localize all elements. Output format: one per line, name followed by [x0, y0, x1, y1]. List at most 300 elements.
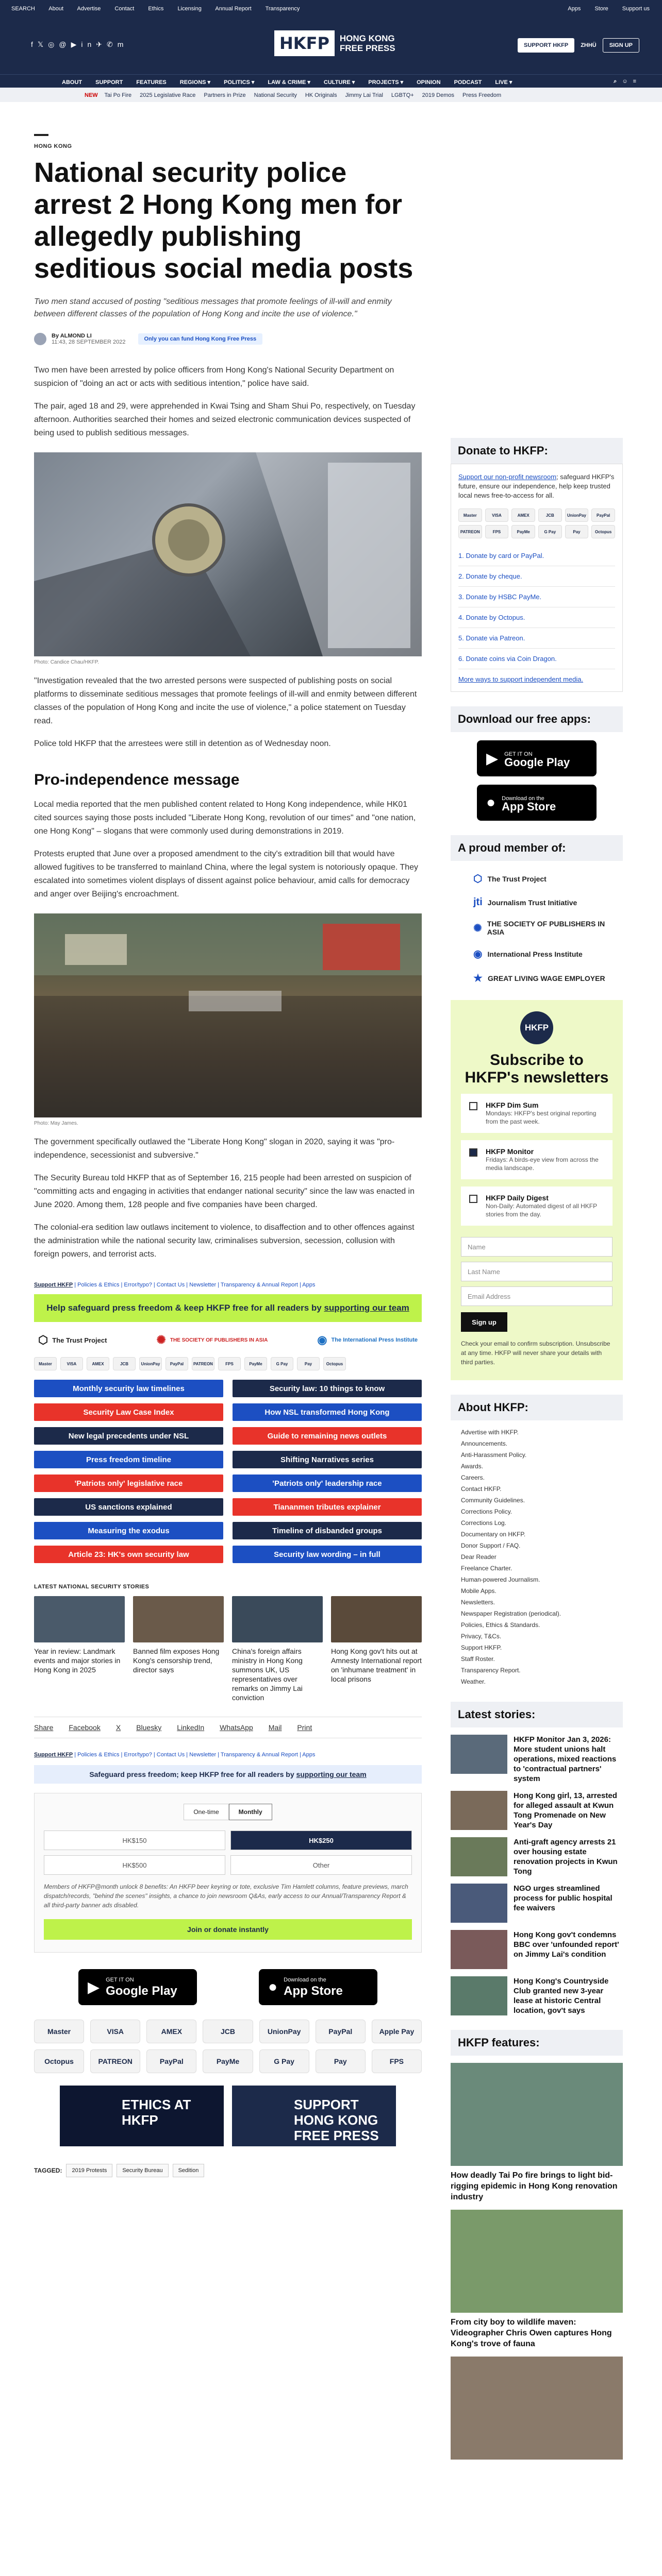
google-play-badge[interactable]: ▶ GET IT ON Google Play — [78, 1969, 197, 2005]
payment-logo: VISA — [90, 2020, 140, 2043]
nsl-topic-link[interactable]: US sanctions explained — [34, 1498, 223, 1516]
partner-logos — [34, 1333, 422, 1347]
org-icon: ◉ — [473, 948, 483, 960]
share-link[interactable]: LinkedIn — [177, 1723, 205, 1732]
payment-logo: AMEX — [87, 1357, 109, 1370]
feature-card[interactable] — [451, 2063, 623, 2202]
about-link[interactable]: Weather. — [461, 1678, 486, 1685]
donate-option-link[interactable]: 1. Donate by card or PayPal. — [458, 552, 544, 560]
newsletter-name: HKFP Dim Sum — [486, 1101, 539, 1109]
support-links-line — [34, 1282, 422, 1288]
about-link[interactable]: About — [48, 6, 64, 12]
photo-caption: Photo: May James. — [34, 1121, 78, 1126]
share-link[interactable]: Mail — [268, 1723, 282, 1732]
about-link[interactable]: Careers. — [461, 1474, 485, 1481]
about-link[interactable]: Awards. — [461, 1463, 484, 1470]
paragraph: Local media reported that the men published content related to Hong Kong independence, while HK01 cited sources saying those posts included "Liberate Hong Kong, revolution of our times" and "one nation, one Hong Kong" – slogans that were commonly used during demonstrations in 2019. — [34, 800, 416, 836]
app-store-badge[interactable]: ● Download on the App Store — [477, 785, 597, 821]
nsl-topic-link[interactable]: New legal precedents under NSL — [34, 1427, 223, 1445]
nsl-topic-link[interactable]: 'Patriots only' legislative race — [34, 1475, 223, 1492]
newsletter-checkbox[interactable] — [469, 1102, 477, 1110]
threads-icon[interactable]: @ — [59, 40, 71, 48]
sidebar-payment-logos — [458, 509, 615, 538]
nsl-topic-link[interactable]: Tiananmen tributes explainer — [233, 1498, 422, 1516]
contact-link[interactable]: Contact — [114, 6, 135, 12]
more-ways-link[interactable]: More ways to support independent media. — [458, 675, 584, 683]
feature-headline[interactable]: From city boy to wildlife maven: Videographer Chris Owen captures Hong Kong's trove of fauna — [451, 2318, 612, 2348]
support-links-line-2 — [34, 1752, 422, 1758]
nsl-topic-link[interactable]: Monthly security law timelines — [34, 1380, 223, 1397]
feature-headline[interactable]: How deadly Tai Po fire brings to light bid-rigging epidemic in Hong Kong renovation industry — [451, 2171, 618, 2201]
donate-option — [458, 546, 615, 566]
story-headline[interactable]: Year in review: Landmark events and major stories in Hong Kong in 2025 — [34, 1647, 121, 1674]
story-headline[interactable]: Hong Kong gov't condemns BBC over 'unfounded report' on Jimmy Lai's condition — [514, 1930, 619, 1959]
trending-tag[interactable]: HK Originals — [305, 92, 337, 98]
latest-story[interactable] — [451, 1791, 623, 1830]
nsl-topic-link[interactable]: 'Patriots only' leadership race — [233, 1475, 422, 1492]
about-link[interactable]: Advertise with HKFP. — [461, 1429, 519, 1436]
tag-pill[interactable]: Sedition — [173, 2164, 205, 2177]
amount-option-other[interactable]: Other — [230, 1855, 412, 1875]
nsl-topic-link[interactable]: How NSL transformed Hong Kong — [233, 1403, 422, 1421]
byline-text: By ALMOND LI 11:43, 28 SEPTEMBER 2022 — [52, 333, 126, 345]
nsl-topic-link[interactable]: Timeline of disbanded groups — [233, 1522, 422, 1539]
payment-logo: PayPal — [591, 509, 615, 522]
article-column — [34, 134, 422, 2177]
top-utility-bar — [0, 0, 662, 18]
linkedin-icon[interactable]: in — [81, 40, 96, 48]
trending-tag[interactable]: National Security — [254, 92, 297, 98]
payment-logo: JCB — [538, 509, 562, 522]
whatsapp-icon[interactable]: ✆ — [107, 40, 118, 48]
feature-card[interactable] — [451, 2357, 623, 2460]
share-link[interactable]: Facebook — [69, 1723, 101, 1732]
donate-widget — [34, 1793, 422, 1953]
youtube-icon[interactable]: ▶ — [71, 40, 81, 48]
article-kicker[interactable]: HONG KONG — [34, 143, 72, 149]
annual-report-link[interactable]: Annual Report — [215, 6, 252, 12]
app-store-badge[interactable]: ● Download on the App Store — [259, 1969, 377, 2005]
ethics-banner[interactable]: ETHICS AT HKFP — [60, 2086, 224, 2146]
top-utility-links — [11, 6, 312, 12]
fund-promo-link[interactable]: Only you can fund Hong Kong Free Press — [138, 333, 263, 345]
supporting-team-link[interactable]: supporting our team — [296, 1770, 367, 1778]
payment-logo: Master — [458, 509, 482, 522]
about-link[interactable]: Corrections Policy. — [461, 1508, 512, 1515]
payment-logo: PayMe — [203, 2049, 253, 2073]
photo-caption: Photo: Candice Chau/HKFP. — [34, 659, 100, 665]
org-icon: ★ — [473, 973, 483, 984]
newsletter-checkbox[interactable] — [469, 1148, 477, 1157]
story-thumbnail[interactable] — [232, 1596, 323, 1642]
about-link[interactable]: Donor Support / FAQ. — [461, 1542, 521, 1549]
about-link[interactable]: Human-powered Journalism. — [461, 1576, 540, 1583]
latest-nsl-stories — [34, 1596, 422, 1702]
org-icon: jti — [473, 896, 483, 908]
last-name-field[interactable]: Last Name — [461, 1262, 613, 1281]
feature-image[interactable] — [451, 2063, 623, 2166]
share-link[interactable]: Print — [297, 1723, 312, 1732]
story-headline[interactable]: Anti-graft agency arrests 21 over housing estate renovation projects in Kwun Tong — [514, 1838, 618, 1876]
donate-option — [458, 607, 615, 628]
about-link[interactable]: Corrections Log. — [461, 1519, 507, 1527]
story-thumbnail[interactable] — [451, 1735, 507, 1774]
story-headline[interactable]: China's foreign affairs ministry in Hong Kong summons UK, US representatives over remarks on Jimmy Lai conviction — [232, 1647, 303, 1702]
payment-logo: FPS — [372, 2049, 422, 2073]
about-section — [451, 1395, 623, 1687]
donate-option-link[interactable]: 3. Donate by HSBC PayMe. — [458, 593, 542, 601]
newsletter-option[interactable] — [461, 1187, 613, 1226]
newsletter-option[interactable] — [461, 1094, 613, 1133]
article-photo-protest[interactable] — [34, 913, 422, 1117]
amount-option-selected[interactable]: HK$250 — [230, 1831, 412, 1850]
promo-banners — [34, 2086, 422, 2146]
feature-image[interactable] — [451, 2357, 623, 2460]
nav-item[interactable]: CULTURE ▾ — [323, 79, 355, 86]
nav-item[interactable]: FEATURES — [136, 79, 167, 86]
newsletter-options — [461, 1094, 613, 1226]
trending-tags-bar — [0, 88, 662, 102]
first-name-field[interactable]: Name — [461, 1237, 613, 1257]
nsl-link-grid — [34, 1380, 422, 1563]
share-link[interactable]: WhatsApp — [220, 1723, 253, 1732]
story-thumbnail[interactable] — [451, 1837, 507, 1876]
donate-option-link[interactable]: 5. Donate via Patreon. — [458, 634, 525, 642]
trending-tag[interactable]: 2025 Legislative Race — [140, 92, 196, 98]
member-org-logo[interactable] — [473, 947, 623, 960]
article-standfirst: Two men stand accused of posting "seditious messages that promote feelings of ill-will and enmity between different classes of the population of Hong Kong and incite the use of violence." — [34, 297, 392, 318]
payment-logo: Pay — [297, 1357, 320, 1370]
tag-pill[interactable]: 2019 Protests — [66, 2164, 112, 2177]
member-org-logo[interactable] — [473, 896, 623, 908]
latest-nsl-card[interactable] — [331, 1596, 422, 1702]
top-utility-right — [555, 6, 650, 12]
newsletter-desc: Fridays: A birds-eye view from across the media landscape. — [486, 1156, 599, 1172]
member-org-logo[interactable] — [473, 972, 623, 985]
about-title: About HKFP: — [451, 1395, 623, 1420]
about-link[interactable]: Contact HKFP. — [461, 1485, 502, 1493]
story-thumbnail[interactable] — [451, 1791, 507, 1830]
story-thumbnail[interactable] — [34, 1596, 125, 1642]
org-name: GREAT LIVING WAGE EMPLOYER — [487, 974, 605, 982]
story-thumbnail[interactable] — [331, 1596, 422, 1642]
share-link[interactable]: Bluesky — [136, 1723, 162, 1732]
latest-story[interactable] — [451, 1930, 623, 1969]
sidebar — [451, 438, 623, 2460]
share-link[interactable]: Share — [34, 1723, 54, 1732]
nsl-topic-link[interactable]: Security law: 10 things to know — [233, 1380, 422, 1397]
story-headline[interactable]: HKFP Monitor Jan 3, 2026: More student unions halt operations, mixed reactions to 'contractual partners' system — [514, 1735, 617, 1783]
nsl-topic-link[interactable]: Guide to remaining news outlets — [233, 1427, 422, 1445]
tag-pill[interactable]: Security Bureau — [117, 2164, 168, 2177]
member-org-logo[interactable] — [473, 872, 623, 885]
newsletter-checkbox[interactable] — [469, 1195, 477, 1203]
menu-icon[interactable]: ≡ — [633, 78, 641, 84]
ipi-logo[interactable]: ◉ The International Press Institute — [317, 1333, 418, 1346]
support-banner: Help safeguard press freedom & keep HKFP free for all readers by supporting our team — [34, 1294, 422, 1322]
donate-option — [458, 649, 615, 669]
paragraph: Protests erupted that June over a proposed amendment to the city's extradition bill that would have allowed fugitives to be transferred to mainland China, where the legal system is notoriously opaque. They escalated into sometimes violent displays of dissent against police behaviour, amid calls for democracy and anger over Beijing's encroachment. — [34, 850, 419, 899]
paragraph: "Investigation revealed that the two arrested persons were suspected of publishing posts on social platforms to disseminate seditious messages that promote feelings of ill-will and enmity between different classes of the population of Hong Kong and incite the use of violence," a police statement on Tuesday read. — [34, 676, 417, 725]
latest-story[interactable] — [451, 1884, 623, 1923]
nav-item[interactable]: SUPPORT — [95, 79, 123, 86]
about-links — [451, 1420, 623, 1687]
new-badge: NEW — [85, 92, 98, 98]
payment-logo: FPS — [485, 525, 509, 538]
payment-logo: PayPal — [316, 2020, 366, 2043]
payment-logo: Apple Pay — [372, 2020, 422, 2043]
latest-stories-title: Latest stories: — [451, 1702, 623, 1727]
about-link[interactable]: Newspaper Registration (periodical). — [461, 1610, 561, 1617]
latest-story[interactable] — [451, 1837, 623, 1876]
footer-policy-links[interactable]: | Policies & Ethics | Error/typo? | Contact Us | Newsletter | Transparency & Annual Report | Apps — [74, 1282, 316, 1288]
about-link[interactable]: Mobile Apps. — [461, 1587, 496, 1595]
author-name[interactable]: ALMOND LI — [60, 333, 92, 339]
newsletter-option[interactable] — [461, 1140, 613, 1179]
org-icon: ⬡ — [473, 873, 483, 885]
nav-item[interactable]: PROJECTS ▾ — [368, 79, 404, 86]
donate-title: Donate to HKFP: — [451, 438, 623, 464]
article-tags — [34, 2164, 422, 2177]
story-headline[interactable]: Hong Kong gov't hits out at Amnesty International report on 'inhumane treatment' in local prisons — [331, 1647, 422, 1683]
about-link[interactable]: Dear Reader — [461, 1553, 496, 1561]
sopa-logo[interactable]: ✺ THE SOCIETY OF PUBLISHERS IN ASIA — [156, 1333, 268, 1346]
advertise-link[interactable]: Advertise — [77, 6, 101, 12]
features-title: HKFP features: — [451, 2030, 623, 2056]
donate-option — [458, 628, 615, 649]
story-thumbnail[interactable] — [451, 1930, 507, 1969]
x-icon[interactable]: 𝕏 — [37, 40, 48, 48]
kicker-rule — [34, 134, 48, 136]
apple-icon: ● — [268, 1978, 278, 1995]
about-link[interactable]: Freelance Charter. — [461, 1565, 512, 1572]
nav-icons — [614, 78, 641, 85]
donate-option — [458, 587, 615, 607]
trust-project-logo[interactable]: ⬡ The Trust Project — [38, 1333, 107, 1346]
latest-nsl-card[interactable] — [232, 1596, 323, 1702]
trending-tags — [85, 92, 509, 98]
story-thumbnail[interactable] — [133, 1596, 224, 1642]
newsletter-title: Subscribe to HKFP's newsletters — [465, 1052, 609, 1086]
payment-logo: PayMe — [244, 1357, 267, 1370]
email-field[interactable]: Email Address — [461, 1286, 613, 1306]
tagged-label: TAGGED: — [34, 2167, 62, 2174]
app-store-badges — [34, 1969, 422, 2005]
ethics-link[interactable]: Ethics — [148, 6, 164, 12]
facebook-icon[interactable]: f — [31, 40, 38, 48]
article-body — [34, 364, 422, 1261]
payment-logo: Octopus — [34, 2049, 84, 2073]
nav-item[interactable]: OPINION — [417, 79, 441, 86]
trending-tag[interactable]: Partners in Prize — [204, 92, 246, 98]
licensing-link[interactable]: Licensing — [177, 6, 202, 12]
amount-option[interactable]: HK$150 — [44, 1831, 225, 1850]
google-play-badge[interactable]: ▶ GET IT ON Google Play — [477, 740, 597, 776]
support-us-link[interactable]: Support us — [622, 6, 650, 12]
payment-logo: AMEX — [146, 2020, 196, 2043]
sign-up-button[interactable]: Sign up — [461, 1312, 507, 1332]
trending-tag[interactable]: Tai Po Fire — [104, 92, 132, 98]
payment-methods-row — [34, 1357, 422, 1370]
payment-logo: G Pay — [259, 2049, 309, 2073]
about-link[interactable]: Staff Roster. — [461, 1655, 495, 1663]
payment-logo: PayMe — [511, 525, 535, 538]
support-hkfp-banner[interactable]: SUPPORT HONG KONG FREE PRESS — [232, 2086, 396, 2146]
proud-member-title: A proud member of: — [451, 835, 623, 861]
about-link[interactable]: Anti-Harassment Policy. — [461, 1451, 527, 1459]
support-hkfp-link[interactable]: Support HKFP — [34, 1752, 73, 1758]
member-org-logo[interactable] — [473, 920, 623, 936]
donate-option — [458, 566, 615, 587]
features-section — [451, 2030, 623, 2460]
nav-item[interactable]: LIVE ▾ — [495, 79, 512, 86]
share-bar — [34, 1717, 422, 1738]
nav-item[interactable]: LAW & CRIME ▾ — [268, 79, 310, 86]
amount-option[interactable]: HK$500 — [44, 1855, 225, 1875]
latest-story[interactable] — [451, 1976, 623, 2015]
story-headline[interactable]: Hong Kong's Countryside Club granted new 3-year lease at historic Central location, gov't says — [514, 1977, 609, 2015]
nsl-topic-link[interactable]: Shifting Narratives series — [233, 1451, 422, 1468]
nsl-topic-link[interactable]: Security Law Case Index — [34, 1403, 223, 1421]
newsletter-name: HKFP Monitor — [486, 1147, 534, 1156]
payment-logos-grid — [34, 2020, 422, 2073]
story-thumbnail[interactable] — [451, 1976, 507, 2015]
about-link[interactable]: Policies, Ethics & Standards. — [461, 1621, 540, 1629]
payment-logo: PayPal — [166, 1357, 188, 1370]
apps-link[interactable]: Apps — [568, 6, 581, 12]
instagram-icon[interactable]: ◎ — [48, 40, 59, 48]
join-donate-button[interactable]: Join or donate instantly — [44, 1919, 412, 1940]
donate-option-link[interactable]: 6. Donate coins via Coin Dragon. — [458, 655, 557, 663]
latest-nsl-card[interactable] — [34, 1596, 125, 1702]
nsl-topic-link[interactable]: Press freedom timeline — [34, 1451, 223, 1468]
payment-logo: JCB — [113, 1357, 136, 1370]
feature-card[interactable] — [451, 2210, 623, 2349]
main-nav-items — [62, 79, 525, 86]
one-time-tab[interactable]: One-time — [184, 1804, 228, 1820]
newsletter-desc: Non-Daily: Automated digest of all HKFP stories from the day. — [486, 1202, 597, 1218]
language-switch[interactable]: ZHHÜ — [581, 42, 597, 48]
payment-logo: UnionPay — [259, 2020, 309, 2043]
about-link[interactable]: Privacy, T&Cs. — [461, 1633, 502, 1640]
footer-policy-links[interactable]: | Policies & Ethics | Error/typo? | Contact Us | Newsletter | Transparency & Annual Report | Apps — [74, 1752, 316, 1758]
donate-options-list — [458, 546, 615, 669]
newsletter-desc: Mondays: HKFP's best original reporting from the past week. — [486, 1110, 597, 1125]
donate-option-link[interactable]: 4. Donate by Octopus. — [458, 614, 525, 621]
search-link[interactable]: SEARCH — [11, 6, 35, 12]
byline — [34, 333, 422, 345]
monthly-tab[interactable]: Monthly — [229, 1804, 272, 1820]
telegram-icon[interactable]: ✈ — [96, 40, 107, 48]
sign-up-button[interactable]: SIGN UP — [603, 38, 639, 53]
support-newsroom-link[interactable]: Support our non-profit newsroom — [458, 473, 557, 481]
trending-tag[interactable]: Jimmy Lai Trial — [345, 92, 383, 98]
support-hkfp-link[interactable]: Support HKFP — [34, 1282, 73, 1288]
paragraph: The Security Bureau told HKFP that as of September 16, 215 people had been arrested on suspicion of "committing acts and engaging in activities that endanger national security" since the law was enacted in June 2020. Among them, 128 people and five companies have been charged. — [34, 1174, 415, 1209]
nsl-topic-link[interactable]: Measuring the exodus — [34, 1522, 223, 1539]
donate-option-link[interactable]: 2. Donate by cheque. — [458, 572, 522, 580]
paragraph: The government specifically outlawed the "Liberate Hong Kong" slogan in 2020, saying it was "pro-independence, secessionist and subversive." — [34, 1138, 395, 1160]
story-headline[interactable]: Banned film exposes Hong Kong's censorship trend, director says — [133, 1647, 220, 1674]
payment-logo: PATREON — [458, 525, 482, 538]
trending-tag[interactable]: 2019 Demos — [422, 92, 455, 98]
google-play-icon: ▶ — [486, 750, 499, 767]
story-headline[interactable]: NGO urges streamlined process for public hospital fee waivers — [514, 1884, 613, 1912]
user-icon[interactable]: ☺ — [622, 78, 633, 84]
payment-logo: PayPal — [146, 2049, 196, 2073]
nav-item[interactable]: POLITICS ▾ — [224, 79, 255, 86]
feature-image[interactable] — [451, 2210, 623, 2313]
social-icons — [31, 40, 128, 49]
about-link[interactable]: Documentary on HKFP. — [461, 1531, 526, 1538]
section-heading: Pro-independence message — [34, 771, 240, 788]
nsl-topic-link[interactable]: Security law wording – in full — [233, 1546, 422, 1563]
story-thumbnail[interactable] — [451, 1884, 507, 1923]
payment-logo: Master — [34, 1357, 57, 1370]
latest-story[interactable] — [451, 1735, 623, 1784]
support-hkfp-button[interactable]: SUPPORT HKFP — [518, 38, 574, 53]
site-logo[interactable] — [274, 29, 395, 58]
payment-logo: G Pay — [271, 1357, 293, 1370]
protest-crowd-illustration — [34, 913, 422, 1117]
payment-logo: VISA — [485, 509, 509, 522]
nav-item[interactable]: ABOUT — [62, 79, 82, 86]
story-headline[interactable]: Hong Kong girl, 13, arrested for alleged assault at Kwun Tong Promenade on New Year's Day — [514, 1791, 617, 1829]
features-list — [451, 2063, 623, 2460]
payment-logo: JCB — [203, 2020, 253, 2043]
payment-logo: Pay — [565, 525, 589, 538]
share-link[interactable]: X — [115, 1723, 121, 1732]
trending-tag[interactable]: Press Freedom — [462, 92, 502, 98]
paragraph: Police told HKFP that the arrestees were still in detention as of Wednesday noon. — [34, 739, 331, 748]
apple-icon: ● — [486, 794, 496, 811]
latest-stories-section — [451, 1702, 623, 2015]
mastodon-icon[interactable]: m — [117, 40, 128, 48]
logo-mark: HKFP — [274, 30, 335, 56]
newsletter-note: Check your email to confirm subscription. Unsubscribe at any time. HKFP will never share your details with third parties. — [461, 1340, 610, 1366]
about-link[interactable]: Transparency Report. — [461, 1667, 521, 1674]
latest-nsl-card[interactable] — [133, 1596, 224, 1702]
payment-logo: PATREON — [192, 1357, 214, 1370]
safeguard-banner: Safeguard press freedom; keep HKFP free for all readers by supporting our team — [34, 1765, 422, 1784]
author-avatar — [34, 333, 46, 345]
nav-item[interactable]: PODCAST — [454, 79, 482, 86]
nav-item[interactable]: REGIONS ▾ — [179, 79, 211, 86]
transparency-link[interactable]: Transparency — [265, 6, 300, 12]
org-icon: ✺ — [473, 922, 482, 934]
about-link[interactable]: Newsletters. — [461, 1599, 495, 1606]
payment-logo: G Pay — [538, 525, 562, 538]
payment-logo: AMEX — [511, 509, 535, 522]
about-link[interactable]: Announcements. — [461, 1440, 508, 1447]
payment-logo: Octopus — [591, 525, 615, 538]
payment-logo: PATREON — [90, 2049, 140, 2073]
donation-amounts — [44, 1831, 412, 1875]
nsl-topic-link[interactable]: Article 23: HK's own security law — [34, 1546, 223, 1563]
about-link[interactable]: Community Guidelines. — [461, 1497, 525, 1504]
store-link[interactable]: Store — [594, 6, 608, 12]
payment-logo: UnionPay — [565, 509, 589, 522]
paragraph: The pair, aged 18 and 29, were apprehended in Kwai Tsing and Sham Shui Po, respectively, on Tuesday afternoon. Authorities searched their homes and seized electronic communication devices suspected of being used to publish seditious messages. — [34, 402, 416, 437]
site-header — [0, 18, 662, 74]
main-nav — [0, 74, 662, 88]
search-icon[interactable]: ⌕ — [614, 78, 622, 84]
about-link[interactable]: Support HKFP. — [461, 1644, 502, 1651]
org-name: The Trust Project — [487, 874, 547, 883]
supporting-team-link[interactable]: supporting our team — [324, 1303, 409, 1313]
trending-tag[interactable]: LGBTQ+ — [391, 92, 414, 98]
article-photo-police-emblem[interactable] — [34, 452, 422, 656]
